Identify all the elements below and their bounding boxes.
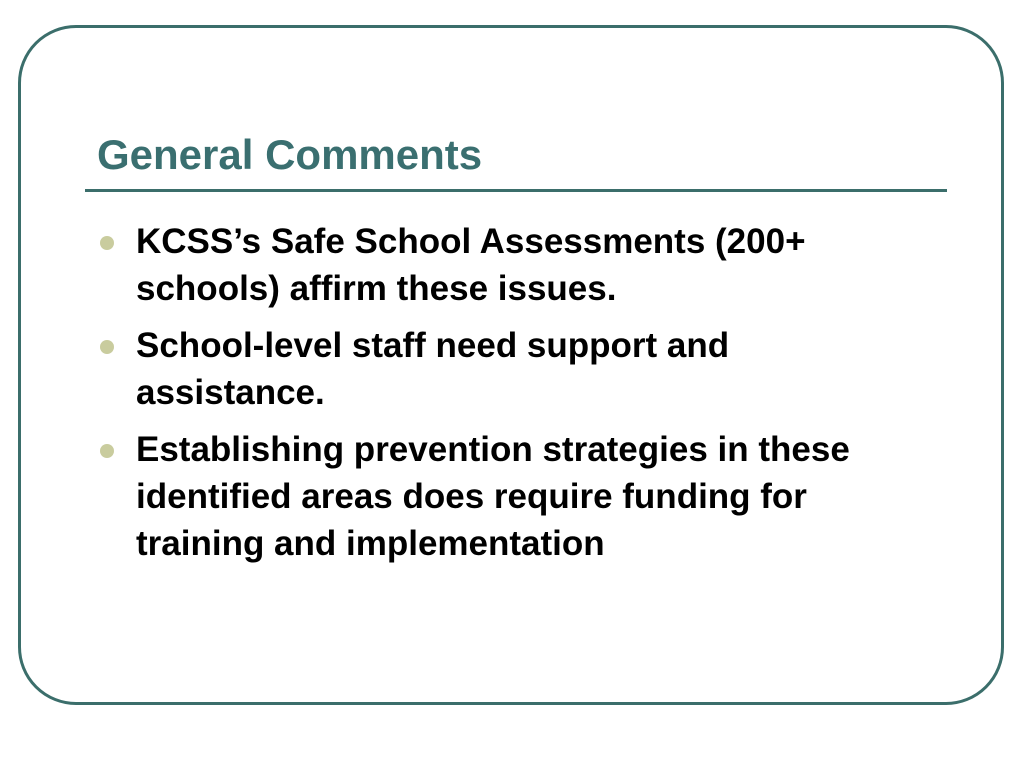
slide-title: General Comments <box>97 131 483 178</box>
bullet-dot-icon <box>100 444 114 458</box>
bullet-dot-icon <box>100 340 114 354</box>
bullet-item <box>100 218 910 312</box>
title-divider <box>85 189 947 192</box>
bullet-text: Establishing prevention strategies in these identified areas does require funding for training and implementation <box>136 430 850 563</box>
bullet-item <box>100 322 910 416</box>
bullet-list <box>100 218 910 577</box>
bullet-item <box>100 426 910 567</box>
bullet-text: School-level staff need support and assistance. <box>136 326 730 412</box>
bullet-dot-icon <box>100 236 114 250</box>
bullet-text: KCSS’s Safe School Assessments (200+ schools) affirm these issues. <box>136 222 806 308</box>
